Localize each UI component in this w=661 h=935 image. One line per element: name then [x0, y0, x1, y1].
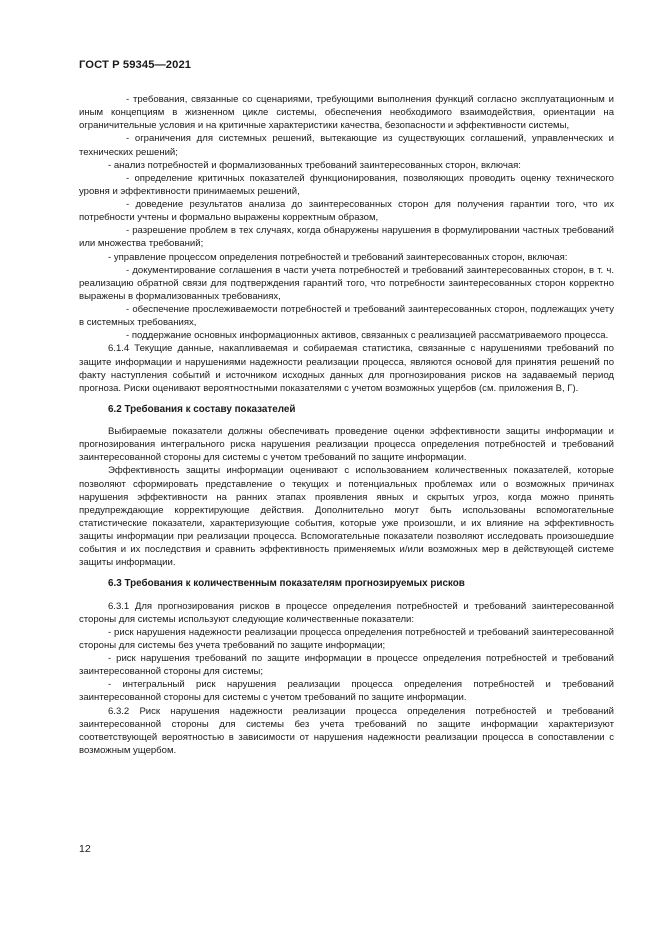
list-item: - ограничения для системных решений, вытекающие из существующих соглашений, управленческих и технических решений;	[79, 133, 614, 158]
list-item: - документирование соглашения в части учета потребностей и требований заинтересованных сторон, в т. ч. реализацию обратной связи для подтверждения гарантий того, что потребности заинтересованных сторон корректно выражены в формализованных требованиях,	[79, 264, 614, 302]
list-item: - доведение результатов анализа до заинтересованных сторон для получения гарантии того, что их потребности учтены и формально выражены корректным образом,	[79, 199, 614, 224]
list-item: - анализ потребностей и формализованных требований заинтересованных сторон, включая:	[108, 159, 521, 171]
page-number: 12	[79, 843, 91, 855]
list-item: - управление процессом определения потребностей и требований заинтересованных сторон, включая:	[108, 251, 568, 263]
paragraph: 6.3.2 Риск нарушения надежности реализации процесса определения потребностей и требований заинтересованной стороны для системы без учета требований по защите информации характеризуют соответствующей вероятностью в зависимости от нарушения надежности реализации процесса в сопоставлении с возможным ущербом.	[79, 705, 614, 756]
document-body	[79, 93, 614, 757]
section-heading: 6.2 Требования к составу показателей	[108, 403, 296, 415]
section-heading: 6.3 Требования к количественным показателям прогнозируемых рисков	[108, 578, 465, 590]
paragraph: 6.1.4 Текущие данные, накапливаемая и собираемая статистика, связанные с нарушениями требований по защите информации и нарушениями надежности реализации процесса, являются основой для принятия решений по факту наступления событий и источником исходных данных для прогнозирования рисков на задаваемый период прогноза. Риски оценивают вероятностными показателями с учетом возможных ущербов (см. приложения В, Г).	[79, 343, 614, 394]
list-item: - интегральный риск нарушения реализации процесса определения потребностей и требований заинтересованной стороны для системы с учетом требований по защите информации.	[79, 679, 614, 704]
paragraph: Эффективность защиты информации оценивают с использованием количественных показателей, которые позволяют сформировать представление о текущих и потенциальных проблемах или о возможных причинах нарушения эффективности на ранних этапах проявления явных и скрытых угроз, когда можно принять предупреждающие корректирующие действия. Дополнительно могут быть использованы вспомогательные статистические показатели, характеризующие события, которые уже произошли, и их влияние на эффективность защиты информации при реализации процесса. Вспомогательные показатели позволяют исследовать произошедшие события и их последствия и сравнить эффективность применяемых и/или возможных мер в действующей системе защиты информации.	[79, 465, 614, 569]
list-item: - риск нарушения требований по защите информации в процессе определения потребностей и требований заинтересованной стороны для системы;	[79, 653, 614, 678]
list-item: - поддержание основных информационных активов, связанных с реализацией рассматриваемого процесса.	[126, 330, 609, 342]
list-item: - риск нарушения надежности реализации процесса определения потребностей и требований заинтересованной стороны для системы без учета требований по защите информации;	[79, 626, 614, 651]
list-item: - обеспечение прослеживаемости потребностей и требований заинтересованных сторон, подлежащих учету в системных требованиях,	[79, 304, 614, 329]
list-item: - разрешение проблем в тех случаях, когда обнаружены нарушения в формулировании частных требований или множества требований;	[79, 225, 614, 250]
list-item: - определение критичных показателей функционирования, позволяющих проводить оценку технического уровня и эффективности принимаемых решений,	[79, 172, 614, 197]
list-item: - требования, связанные со сценариями, требующими выполнения функций согласно эксплуатационным и иным концепциям в жизненном цикле системы, обеспечения необходимого взаимодействия, ориентации на ограничительные условия и на критичные характеристики качества, безопасности и эффективности системы,	[79, 94, 614, 132]
paragraph: Выбираемые показатели должны обеспечивать проведение оценки эффективности защиты информации и прогнозирования интегрального риска нарушения реализации процесса определения потребностей и требований заинтересованной стороны для системы с учетом требований по защите информации.	[79, 426, 614, 464]
paragraph: 6.3.1 Для прогнозирования рисков в процессе определения потребностей и требований заинтересованной стороны для системы используют следующие количественные показатели:	[79, 600, 614, 625]
standard-designation: ГОСТ Р 59345—2021	[79, 59, 192, 71]
